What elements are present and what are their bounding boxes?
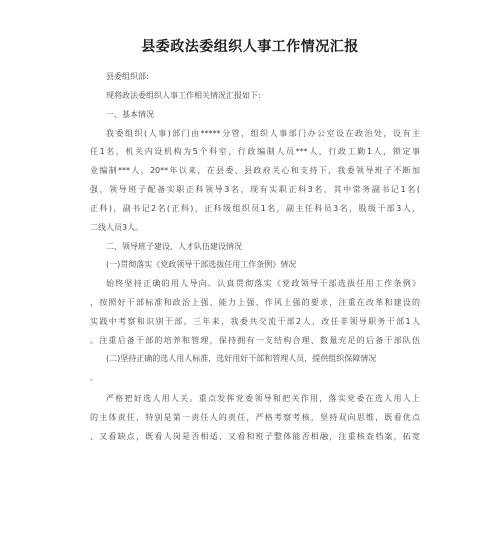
paragraph-line: 、又看缺点，既看人岗是否相适、又看和班子整体能否相融，注重核查档案，拓宽: [90, 432, 420, 441]
subsection-heading: (一)贯彻落实《党政领导干部选拔任用工作条例》情况: [106, 260, 297, 269]
paragraph-line: 业编制***人，20**年以来，在县委、县政府关心和支持下，我委领导班子不断加: [90, 166, 420, 175]
paragraph-line: 二线人员3人。: [90, 223, 144, 232]
paragraph-line: 的主体责任，特别是第一责任人的责任，严格考察考核，坚持双向思维，既看优点: [90, 413, 420, 422]
paragraph-line: 。: [90, 373, 98, 382]
paragraph-line: 始终坚持正确的用人导向。认真贯彻落实《党政领导干部选拔任用工作条例》: [106, 279, 420, 288]
paragraph-line: 。注重后备干部的培养和管理，保持拥有一支结构合理、数量充足的后备干部队伍: [90, 336, 420, 345]
paragraph-line: 正科)，副书记2名(正科)，正科级组织员1名，副主任科员3名，股级干部3人，: [90, 204, 420, 213]
paragraph-line: 严格把好选人用人关。重点发挥党委领导和把关作用，落实党委在选人用人上: [106, 394, 420, 403]
section-heading: 二、领导班子建设、人才队伍建设情况: [106, 242, 242, 251]
document-title: 县委政法委组织人事工作情况汇报: [141, 39, 359, 55]
paragraph-line: 任1名，机关内设机构为5个科室，行政编制人员***人，行政工勤1人，锁定事: [90, 147, 420, 156]
section-heading: 一、基本情况: [106, 110, 154, 119]
paragraph-line: ，按照好干部标准和政治上强、能力上强、作风上强的要求，注重在改革和建设的: [90, 298, 420, 307]
paragraph-line: 我委组织(人事)部门由*****分管，组织人事部门办公室设在政治处，设有主: [106, 129, 420, 138]
subsection-heading: (二)坚持正确的选人用人标准，选好用好干部和管理人员，提供组织保障情况: [106, 354, 377, 363]
paragraph-line: 强，领导班子配备实职正科领导3名，现有实职正科3名，其中常务副书记1名(: [90, 185, 420, 194]
salutation-line: 县委组织部:: [106, 72, 149, 81]
intro-line: 现将政法委组织人事工作相关情况汇报如下:: [106, 91, 261, 100]
paragraph-line: 实践中考察和识别干部。三年来，我委共交流干部2人，改任非领导职务干部1人: [90, 317, 420, 326]
